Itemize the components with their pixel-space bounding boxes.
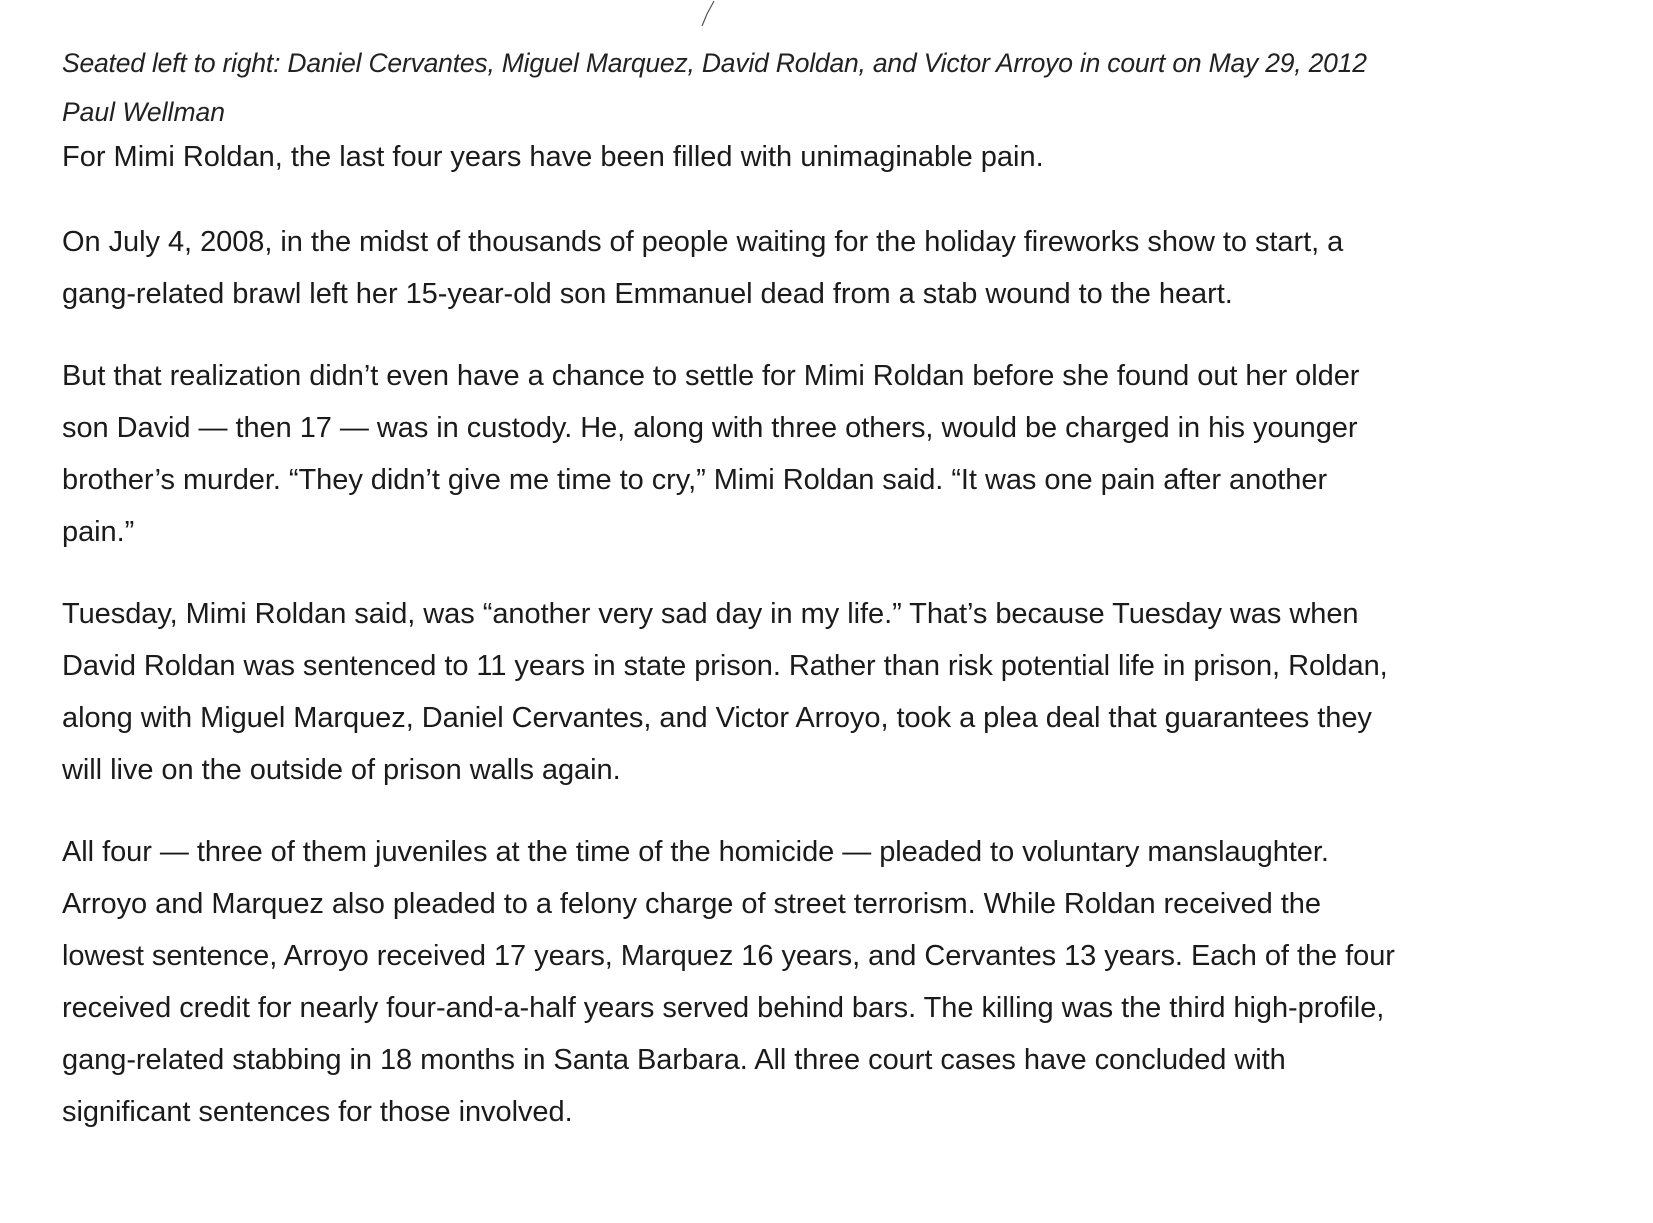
paragraph-line: All four — three of them juveniles at the time of the homicide — pleaded to voluntary manslaughter.	[62, 836, 1329, 869]
photo-credit: Paul Wellman	[62, 96, 225, 127]
paragraph-line: David Roldan was sentenced to 11 years in state prison. Rather than risk potential life in prison, Roldan,	[62, 650, 1388, 683]
paragraph-line: Tuesday, Mimi Roldan said, was “another very sad day in my life.” That’s because Tuesday was when	[62, 598, 1359, 631]
photo-caption: Seated left to right: Daniel Cervantes, Miguel Marquez, David Roldan, and Victor Arroyo in court on May 29, 2012	[62, 48, 1367, 78]
paragraph-line: pain.”	[62, 516, 135, 549]
paragraph-line: lowest sentence, Arroyo received 17 years, Marquez 16 years, and Cervantes 13 years. Each of the four	[62, 940, 1395, 973]
paragraph-line: will live on the outside of prison walls again.	[62, 754, 621, 787]
paragraph-line: significant sentences for those involved.	[62, 1096, 573, 1129]
paragraph-line: On July 4, 2008, in the midst of thousands of people waiting for the holiday fireworks show to start, a	[62, 226, 1344, 259]
paragraph-line: received credit for nearly four-and-a-half years served behind bars. The killing was the third high-profile,	[62, 992, 1385, 1025]
article-paragraph	[62, 826, 1602, 1138]
paragraph-line: son David — then 17 — was in custody. He, along with three others, would be charged in his younger	[62, 412, 1358, 445]
paragraph-line: gang-related brawl left her 15-year-old son Emmanuel dead from a stab wound to the heart.	[62, 278, 1233, 311]
paragraph-line: brother’s murder. “They didn’t give me time to cry,” Mimi Roldan said. “It was one pain after another	[62, 464, 1328, 497]
article-paragraph	[62, 350, 1602, 558]
article-paragraph	[62, 216, 1602, 320]
article	[62, 36, 1602, 1138]
article-paragraph	[62, 588, 1602, 796]
paragraph-line: Arroyo and Marquez also pleaded to a felony charge of street terrorism. While Roldan received the	[62, 888, 1321, 921]
paragraph-line: gang-related stabbing in 18 months in Santa Barbara. All three court cases have concluded with	[62, 1044, 1286, 1077]
paragraph-line: But that realization didn’t even have a chance to settle for Mimi Roldan before she found out her older	[62, 360, 1360, 393]
article-lead-paragraph: For Mimi Roldan, the last four years have been filled with unimaginable pain.	[62, 141, 1044, 173]
paragraph-line: along with Miguel Marquez, Daniel Cervantes, and Victor Arroyo, took a plea deal that guarantees they	[62, 702, 1372, 735]
